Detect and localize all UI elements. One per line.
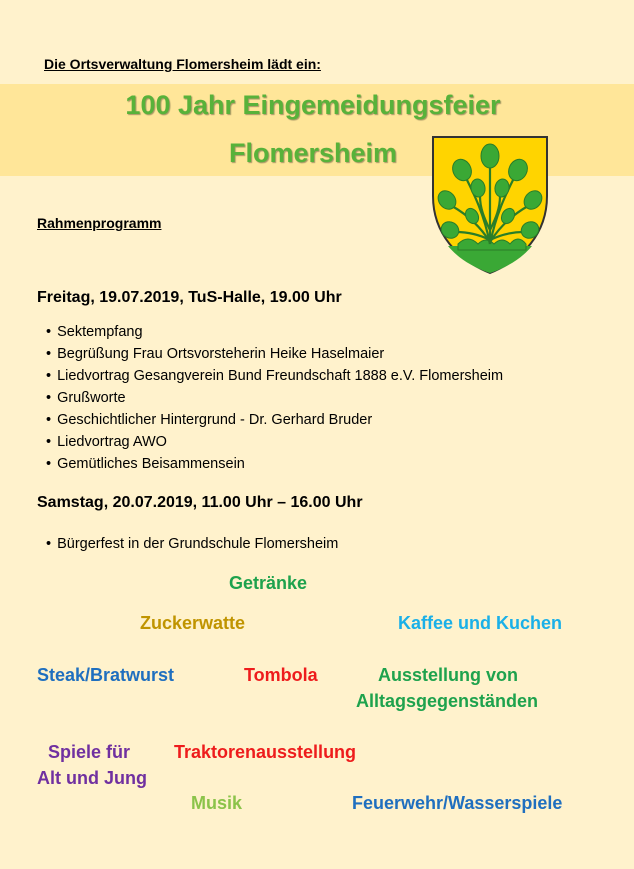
list-item: • Geschichtlicher Hintergrund - Dr. Gerhard Bruder xyxy=(46,409,503,431)
invitation-line: Die Ortsverwaltung Flomersheim lädt ein: xyxy=(44,56,321,72)
coat-of-arms-icon xyxy=(430,134,550,276)
event-location-title: Flomersheim xyxy=(228,138,398,168)
attraction-kaffee-kuchen: Kaffee und Kuchen xyxy=(398,613,563,633)
attraction-ausstellung-line2: Alltagsgegenständen xyxy=(356,691,539,711)
list-item: • Grußworte xyxy=(46,387,503,409)
saturday-heading: Samstag, 20.07.2019, 11.00 Uhr – 16.00 Uhr xyxy=(37,494,363,511)
attraction-zuckerwatte: Zuckerwatte xyxy=(140,613,246,633)
event-title: 100 Jahr Eingemeidungsfeier xyxy=(125,90,501,120)
attraction-spiele-line2: Alt und Jung xyxy=(37,768,147,788)
list-item: • Liedvortrag AWO xyxy=(46,431,503,453)
attraction-feuerwehr: Feuerwehr/Wasserspiele xyxy=(352,793,563,813)
attraction-steak-bratwurst: Steak/Bratwurst xyxy=(37,665,175,685)
attraction-traktoren: Traktorenausstellung xyxy=(174,742,357,762)
attraction-tombola: Tombola xyxy=(244,665,318,685)
friday-program-list xyxy=(46,321,503,475)
friday-heading: Freitag, 19.07.2019, TuS-Halle, 19.00 Uhr xyxy=(37,289,342,306)
list-item: • Sektempfang xyxy=(46,321,503,343)
list-item: • Liedvortrag Gesangverein Bund Freundschaft 1888 e.V. Flomersheim xyxy=(46,365,503,387)
attraction-getraenke: Getränke xyxy=(229,573,308,593)
list-item: • Gemütliches Beisammensein xyxy=(46,453,503,475)
list-item: • Begrüßung Frau Ortsvorsteherin Heike Haselmaier xyxy=(46,343,503,365)
attraction-musik: Musik xyxy=(191,793,243,813)
saturday-program-list xyxy=(46,533,338,555)
program-heading: Rahmenprogramm xyxy=(37,215,162,231)
attraction-spiele: Spiele für xyxy=(48,742,131,762)
attraction-ausstellung: Ausstellung von xyxy=(378,665,519,685)
list-item: • Bürgerfest in der Grundschule Flomersheim xyxy=(46,533,338,555)
